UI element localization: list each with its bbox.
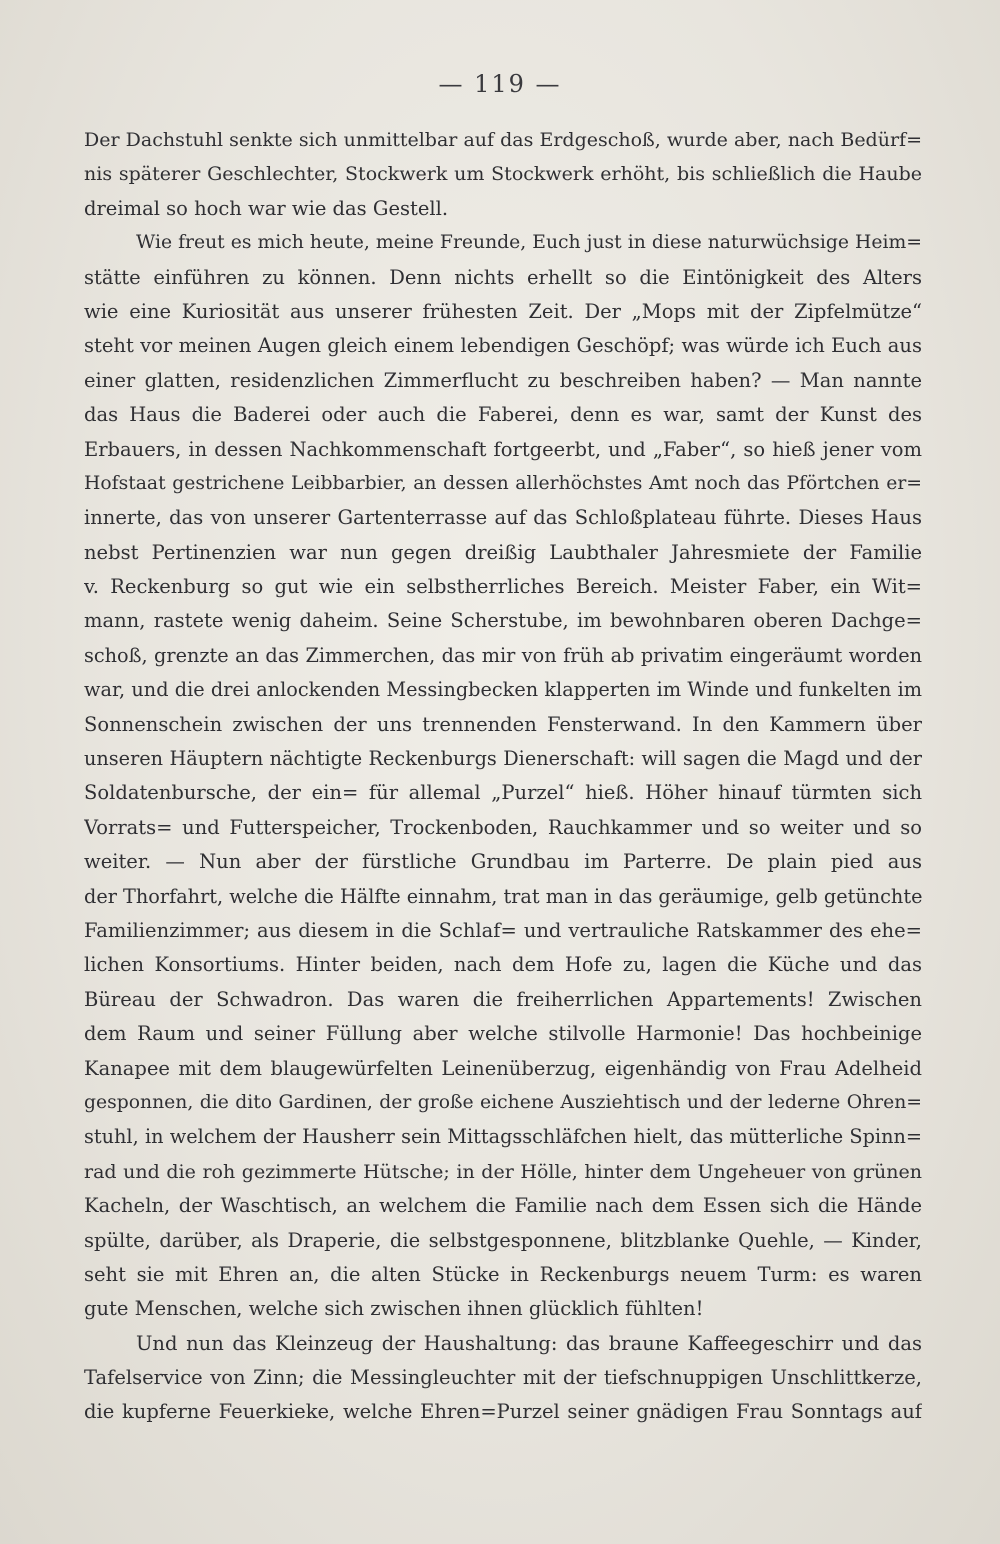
text-line: stuhl, in welchem der Hausherr sein Mittagsschläfchen hielt, das mütterliche Spinn= bbox=[84, 1125, 922, 1149]
text-line: Und nun das Kleinzeug der Haushaltung: das braune Kaffeegeschirr und das bbox=[136, 1331, 922, 1355]
text-line: spülte, darüber, als Draperie, die selbstgesponnene, blitzblanke Quehle, — Kinder, bbox=[84, 1228, 922, 1252]
text-line: einer glatten, residenzlichen Zimmerflucht zu beschreiben haben? — Man nannte bbox=[84, 368, 922, 392]
text-line: v. Reckenburg so gut wie ein selbstherrliches Bereich. Meister Faber, ein Wit= bbox=[84, 575, 922, 599]
text-line: schoß, grenzte an das Zimmerchen, das mir von früh ab privatim eingeräumt worden bbox=[84, 643, 922, 667]
text-line: nebst Pertinenzien war nun gegen dreißig Laubthaler Jahresmiete der Familie bbox=[84, 540, 922, 564]
text-line: die kupferne Feuerkieke, welche Ehren=Purzel seiner gnädigen Frau Sonntags auf bbox=[84, 1400, 922, 1424]
text-line: Wie freut es mich heute, meine Freunde, Euch just in diese naturwüchsige Heim= bbox=[136, 232, 922, 254]
text-line: Der Dachstuhl senkte sich unmittelbar auf das Erdgeschoß, wurde aber, nach Bedürf= bbox=[84, 129, 922, 151]
text-line: steht vor meinen Augen gleich einem lebendigen Geschöpf; was würde ich Euch aus bbox=[84, 334, 922, 358]
body-text bbox=[84, 123, 922, 1430]
page-number: — 119 — bbox=[438, 70, 562, 98]
text-line: Vorrats= und Futterspeicher, Trockenboden, Rauchkammer und so weiter und so bbox=[84, 815, 922, 839]
text-line: rad und die roh gezimmerte Hütsche; in der Hölle, hinter dem Ungeheuer von grünen bbox=[84, 1160, 922, 1183]
text-line: gesponnen, die dito Gardinen, der große eichene Ausziehtisch und der lederne Ohren= bbox=[84, 1091, 922, 1113]
text-line: lichen Konsortiums. Hinter beiden, nach dem Hofe zu, lagen die Küche und das bbox=[84, 953, 922, 977]
text-line: das Haus die Baderei oder auch die Faberei, denn es war, samt der Kunst des bbox=[84, 403, 922, 427]
text-line: Kanapee mit dem blaugewürfelten Leinenüberzug, eigenhändig von Frau Adelheid bbox=[84, 1056, 922, 1080]
text-line: seht sie mit Ehren an, die alten Stücke in Reckenburgs neuem Turm: es waren bbox=[84, 1262, 922, 1286]
text-line: gute Menschen, welche sich zwischen ihnen glücklich fühlten! bbox=[84, 1297, 704, 1321]
text-line: Soldatenbursche, der ein= für allemal „Purzel“ hieß. Höher hinauf türmten sich bbox=[84, 781, 922, 805]
text-line: Familienzimmer; aus diesem in die Schlaf= und vertrauliche Ratskammer des ehe= bbox=[84, 918, 922, 942]
text-line: Sonnenschein zwischen der uns trennenden Fensterwand. In den Kammern über bbox=[84, 712, 922, 736]
text-line: Büreau der Schwadron. Das waren die freiherrlichen Appartements! Zwischen bbox=[84, 987, 922, 1011]
text-line: Hofstaat gestrichene Leibbarbier, an dessen allerhöchstes Amt noch das Pförtchen er= bbox=[84, 472, 922, 494]
text-line: weiter. — Nun aber der fürstliche Grundbau im Parterre. De plain pied aus bbox=[84, 850, 922, 874]
text-line: innerte, das von unserer Gartenterrasse auf das Schloßplateau führte. Dieses Haus bbox=[84, 506, 922, 530]
text-line: unseren Häuptern nächtigte Reckenburgs Dienerschaft: will sagen die Magd und der bbox=[84, 747, 922, 771]
text-line: der Thorfahrt, welche die Hälfte einnahm, trat man in das geräumige, gelb getünchte bbox=[84, 884, 922, 908]
text-line: dem Raum und seiner Füllung aber welche stilvolle Harmonie! Das hochbeinige bbox=[84, 1022, 922, 1046]
text-line: Tafelservice von Zinn; die Messingleuchter mit der tiefschnuppigen Unschlittkerze, bbox=[84, 1366, 922, 1390]
text-line: mann, rastete wenig daheim. Seine Scherstube, im bewohnbaren oberen Dachge= bbox=[84, 609, 922, 633]
text-line: nis späterer Geschlechter, Stockwerk um Stockwerk erhöht, bis schließlich die Haube bbox=[84, 163, 922, 186]
text-line: Erbauers, in dessen Nachkommenschaft fortgeerbt, und „Faber“, so hieß jener vom bbox=[84, 437, 922, 461]
text-line: war, und die drei anlockenden Messingbecken klapperten im Winde und funkelten im bbox=[84, 678, 922, 702]
text-line: dreimal so hoch war wie das Gestell. bbox=[84, 196, 449, 220]
text-line: Kacheln, der Waschtisch, an welchem die Familie nach dem Essen sich die Hände bbox=[84, 1194, 922, 1218]
text-line: wie eine Kuriosität aus unserer frühesten Zeit. Der „Mops mit der Zipfelmütze“ bbox=[84, 299, 922, 323]
text-line: stätte einführen zu können. Denn nichts erhellt so die Eintönigkeit des Alters bbox=[84, 265, 922, 289]
